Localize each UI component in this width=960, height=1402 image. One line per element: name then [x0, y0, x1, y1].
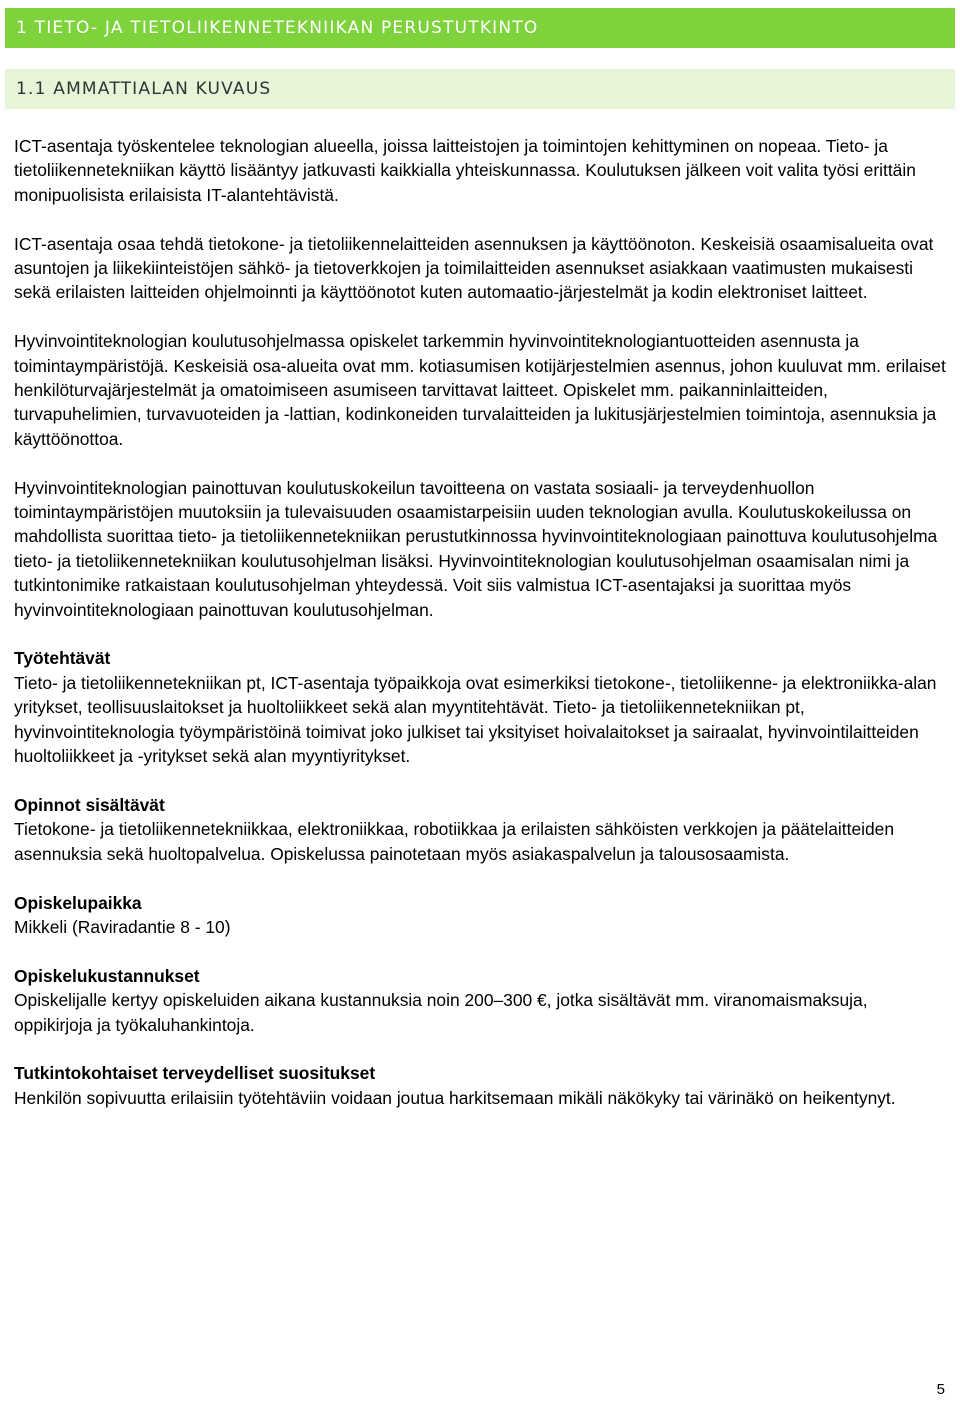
- costs-heading: Opiskelukustannukset: [14, 965, 200, 986]
- intro-paragraph: ICT-asentaja työskentelee teknologian alueella, joissa laitteistojen ja toimintojen kehittyminen on nopeaa. Tieto- ja tietoliikennetekniikan käyttö lisääntyy jatkuvasti kaikkialla yhteiskunnassa. Koulutuksen jälkeen voit valita työsi erittäin monipuolisista erilaisista IT-alantehtävistä.: [14, 136, 916, 205]
- chapter-title: 1 TIETO- JA TIETOLIIKENNETEKNIIKAN PERUSTUTKINTO: [16, 18, 539, 38]
- document-body: [14, 134, 949, 1135]
- intro-paragraph: Hyvinvointiteknologian koulutusohjelmassa opiskelet tarkemmin hyvinvointiteknologiantuotteiden asennusta ja toimintaympäristöjä. Keskeisiä osa-alueita ovat mm. kotiasumisen kotijärjestelmien asennus, johon kuuluvat mm. erilaiset henkilöturvajärjestelmät ja omatoimiseen asumiseen tarvittavat laitteet. Opiskelet mm. paikanninlaitteiden, turvapuhelimien, turvavuoteiden ja -lattian, kodinkoneiden turvalaitteiden ja lukitusjärjestelmien toimintoja, asennuksia ja käyttöönottoa.: [14, 331, 946, 449]
- work-heading: Työtehtävät: [14, 648, 111, 669]
- section-title: 1.1 AMMATTIALAN KUVAUS: [16, 79, 272, 99]
- costs-text: Opiskelijalle kertyy opiskeluiden aikana kustannuksia noin 200–300 €, jotka sisältävät mm. viranomaismaksuja, oppikirjoja ja työkaluhankintoja.: [14, 990, 868, 1035]
- intro-paragraph: ICT-asentaja osaa tehdä tietokone- ja tietoliikennelaitteiden asennuksen ja käyttöönoton. Keskeisiä osaamisalueita ovat asuntojen ja liikekiinteistöjen sähkö- ja tietoverkkojen ja toimilaitteiden asennukset asiakkaan vaatimusten mukaisesti sekä erilaisten laitteiden ohjelmoinnti ja käyttöönotot kuten automaatio-järjestelmät ja kodin elektroniset laitteet.: [14, 233, 934, 303]
- health-heading: Tutkintokohtaiset terveydelliset suositukset: [14, 1063, 376, 1084]
- page-number: 5: [936, 1381, 945, 1398]
- intro-paragraph: Hyvinvointiteknologian painottuvan koulutuskokeilun tavoitteena on vastata sosiaali- ja terveydenhuollon toimintaympäristöjen muutoksiin ja tulevaisuuden osaamistarpeisiin uuden teknologian avulla. Koulutuskokeilussa on mahdollista suorittaa tieto- ja tietoliikennetekniikan perustutkinnossa hyvinvointiteknologiaan painottuva koulutusohjelma tieto- ja tietoliikennetekniikan koulutusohjelman lisäksi. Hyvinvointiteknologian koulutusohjelman osaamisalan nimi ja tutkintonimike ratkaistaan koulutusohjelman yhteydessä. Voit siis valmistua ICT-asentajaksi ja suorittaa myös hyvinvointiteknologiaan painottuvan koulutusohjelman.: [14, 477, 938, 620]
- studies-heading: Opinnot sisältävät: [14, 794, 165, 815]
- work-text: Tieto- ja tietoliikennetekniikan pt, ICT-asentaja työpaikkoja ovat esimerkiksi tietokone-, tietoliikenne- ja elektroniikka-alan yritykset, teollisuuslaitokset ja huoltoliikkeet sekä alan myyntitehtävät. Tieto- ja tietoliikennetekniikan pt, hyvinvointiteknologia työympäristöinä toimivat joko julkiset tai yksityiset hoivalaitokset ja sairaalat, hyvinvointilaitteiden huoltoliikkeet ja -yritykset sekä alan myyntiyritykset.: [14, 672, 937, 767]
- studies-text: Tietokone- ja tietoliikennetekniikkaa, elektroniikkaa, robotiikkaa ja erilaisten sähköisten verkkojen ja päätelaitteiden asennuksia sekä huoltopalvelua. Opiskelussa painotetaan myös asiakaspalvelun ja talousosaamista.: [14, 819, 895, 864]
- location-text: Mikkeli (Raviradantie 8 - 10): [14, 916, 231, 937]
- chapter-heading-bar: [5, 8, 955, 48]
- section-heading-bar: [5, 69, 955, 109]
- location-heading: Opiskelupaikka: [14, 892, 142, 913]
- health-text: Henkilön sopivuutta erilaisiin työtehtäviin voidaan joutua harkitsemaan mikäli näkökyky tai värinäkö on heikentynyt.: [14, 1087, 896, 1108]
